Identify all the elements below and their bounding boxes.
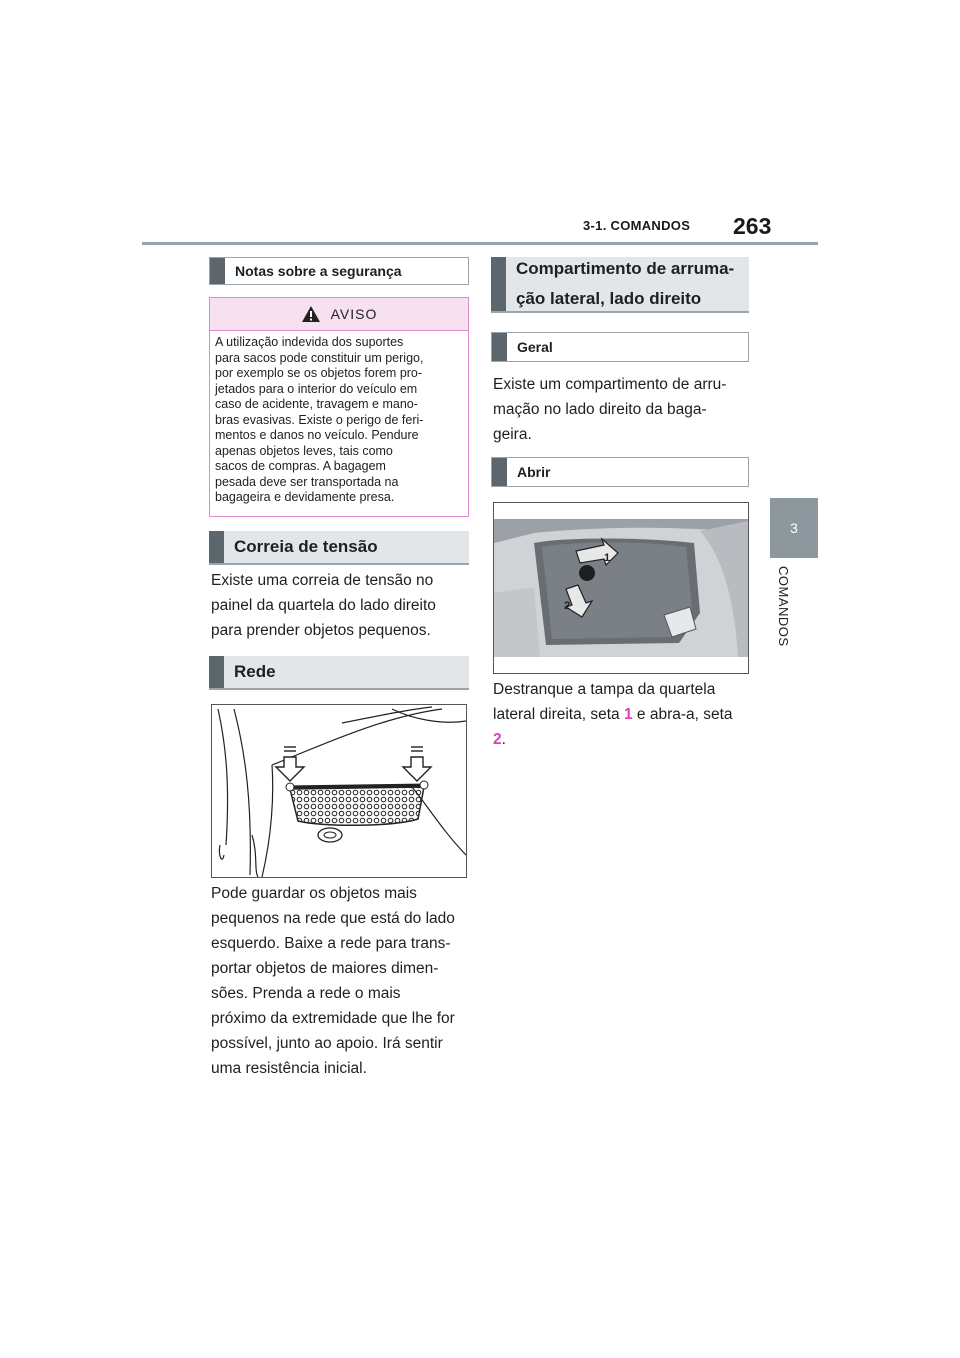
tension-heading-text: Correia de tensão: [234, 537, 378, 556]
chapter-label: [776, 566, 812, 666]
general-heading: [491, 332, 749, 362]
photo-label-2: 2: [564, 600, 571, 612]
net-illustration: [211, 704, 467, 878]
tension-heading: [209, 531, 469, 565]
warning-text: A utilização indevida dos suportes para sacos pode constituir um perigo, por exemplo se os objetos forem pro- jetados para o interior do veículo em caso de acidente, travagem e mano- bras evasivas. Existe o perigo de feri- mentos e danos no veículo. Pendure apenas objetos leves, tais como sacos de compras. A bagagem pesada deve ser transportada na bagageira e devidamente presa.: [215, 335, 424, 504]
warning-triangle-icon: [301, 305, 321, 323]
compartment-heading-line1: Compartimento de arruma-: [516, 259, 735, 278]
open-paragraph: [493, 677, 749, 752]
compartment-heading: [491, 257, 749, 313]
general-heading-text: Geral: [517, 339, 553, 355]
general-paragraph: Existe um compartimento de arru- mação no lado direito da baga- geira.: [493, 376, 727, 443]
header-rule: [142, 242, 818, 245]
heading-bar: [210, 258, 225, 284]
arrow-ref-1: 1: [623, 706, 633, 723]
open-heading: [491, 457, 749, 487]
photo-label-1: 1: [604, 552, 611, 564]
warning-box: [209, 297, 469, 517]
net-drawing: [212, 705, 466, 877]
compartment-photo: [493, 502, 749, 674]
page-number: 263: [733, 213, 772, 239]
safety-heading-text: Notas sobre a segurança: [235, 263, 402, 279]
arrow-ref-2: 2: [493, 731, 502, 748]
heading-bar: [492, 458, 507, 486]
open-heading-text: Abrir: [517, 464, 551, 480]
net-heading: [209, 656, 469, 690]
chapter-tab: 3: [770, 498, 818, 558]
compartment-photo-drawing: [494, 503, 748, 673]
safety-heading: [209, 257, 469, 285]
heading-bar: [209, 531, 224, 563]
compartment-heading-line2: ção lateral, lado direito: [516, 289, 702, 308]
heading-bar: [491, 257, 506, 311]
compartment-heading-text: [506, 254, 734, 314]
tension-paragraph: Existe uma correia de tensão no painel da quartela do lado direito para prender objetos pequenos.: [211, 572, 436, 639]
net-heading-text: Rede: [234, 662, 276, 681]
open-text-c: .: [501, 731, 506, 748]
heading-bar: [492, 333, 507, 361]
warning-header: [210, 298, 468, 331]
net-paragraph: Pode guardar os objetos mais pequenos na rede que está do lado esquerdo. Baixe a rede para trans- portar objetos de maiores dimen- sões. Prenda a rede o mais próximo da extremidade que lhe for possível, junto ao apoio. Irá sentir uma resistência inicial.: [211, 885, 455, 1077]
open-text-b: e abra-a, seta: [632, 706, 733, 723]
open-text-a: Destranque a tampa da quartela lateral direita, seta: [493, 681, 716, 723]
chapter-label-text: COMANDOS: [776, 566, 791, 647]
heading-bar: [209, 656, 224, 688]
section-title: 3-1. COMANDOS: [583, 218, 691, 233]
warning-title: AVISO: [330, 306, 378, 322]
